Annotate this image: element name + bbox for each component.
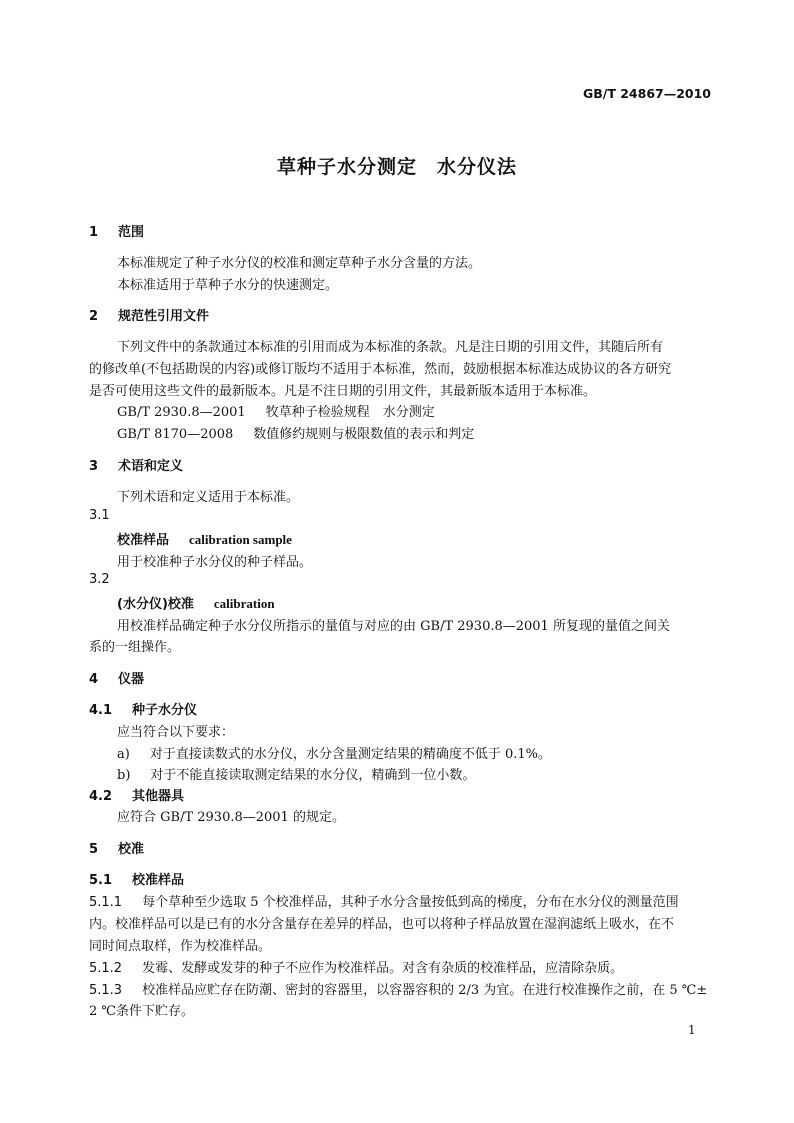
paragraph-line: 是否可使用这些文件的最新版本。凡是不注日期的引用文件，其最新版本适用于本标准。 xyxy=(89,384,597,399)
section-3-heading xyxy=(89,455,183,474)
subsection-5-1-heading xyxy=(89,869,184,888)
term-zh: 校准样品 xyxy=(117,533,170,548)
term-definition: 用于校准种子水分仪的种子样品。 xyxy=(117,555,313,570)
term-zh: (水分仪)校准 xyxy=(117,597,194,612)
section-title: 仪器 xyxy=(118,672,145,687)
clause-number: 3.1 xyxy=(89,508,110,523)
clause-text: 发霉、发酵或发芽的种子不应作为校准样品。对含有杂质的校准样品，应清除杂质。 xyxy=(142,961,624,976)
section-title: 范围 xyxy=(118,225,145,240)
paragraph: 下列术语和定义适用于本标准。 xyxy=(117,490,300,505)
section-number: 4 xyxy=(89,672,99,687)
section-title: 校准 xyxy=(118,842,145,857)
section-5-heading xyxy=(89,838,144,857)
paragraph: 本标准规定了种子水分仪的校准和测定草种子水分含量的方法。 xyxy=(117,256,482,271)
clause-number: 5.1.2 xyxy=(89,961,123,976)
section-number: 1 xyxy=(89,225,99,240)
clause-5-1-3 xyxy=(89,979,707,998)
section-number: 3 xyxy=(89,459,99,474)
term-definition: 用校准样品确定种子水分仪所指示的量值与对应的由 GB/T 2930.8—2001 所复现的量值之间关 xyxy=(117,619,670,634)
paragraph-line: 下列文件中的条款通过本标准的引用而成为本标准的条款。凡是注日期的引用文件，其随后所有 xyxy=(117,340,664,355)
reference-1 xyxy=(117,401,435,420)
clause-number: 3.2 xyxy=(89,572,110,587)
clause-text: 每个草种至少选取 5 个校准样品，其种子水分含量按低到高的梯度，分布在水分仪的测量范围 xyxy=(142,895,679,910)
clause-text: 校准样品应贮存在防潮、密封的容器里，以容器容积的 2/3 为宜。在进行校准操作之前，在 5 ℃± xyxy=(142,983,708,998)
clause-number: 5.1.3 xyxy=(89,983,123,998)
list-text: 对于直接读数式的水分仪，水分含量测定结果的精确度不低于 0.1%。 xyxy=(149,747,551,762)
subsection-number: 5.1 xyxy=(89,873,113,888)
term-en: calibration xyxy=(213,596,275,611)
subsection-4-2-heading xyxy=(89,785,184,804)
page-number: 1 xyxy=(688,1023,696,1037)
ref-title: 牧草种子检验规程 水分测定 xyxy=(265,405,435,420)
section-1-heading xyxy=(89,221,144,240)
subsection-title: 种子水分仪 xyxy=(132,703,198,718)
clause-number: 5.1.1 xyxy=(89,895,123,910)
section-4-heading xyxy=(89,668,144,687)
section-number: 5 xyxy=(89,842,99,857)
list-item xyxy=(117,743,551,762)
paragraph-line: 内。校准样品可以是已有的水分含量存在差异的样品，也可以将种子样品放置在湿润滤纸上吸水，在不 xyxy=(89,917,675,932)
ref-title: 数值修约规则与极限数值的表示和判定 xyxy=(253,427,475,442)
term-en: calibration sample xyxy=(189,532,292,547)
reference-2 xyxy=(117,423,474,442)
paragraph-line: 2 ℃条件下贮存。 xyxy=(89,1004,194,1019)
section-number: 2 xyxy=(89,309,99,324)
section-title: 规范性引用文件 xyxy=(118,309,210,324)
subsection-number: 4.1 xyxy=(89,703,113,718)
subsection-title: 其他器具 xyxy=(132,789,185,804)
term-entry xyxy=(117,593,275,612)
clause-5-1-2 xyxy=(89,957,623,976)
subsection-4-1-heading xyxy=(89,699,197,718)
paragraph-line: 同时间点取样，作为校准样品。 xyxy=(89,939,272,954)
standard-number: GB/T 24867—2010 xyxy=(583,86,712,101)
list-item xyxy=(117,764,475,783)
ref-code: GB/T 2930.8—2001 xyxy=(117,405,246,420)
section-title: 术语和定义 xyxy=(118,459,184,474)
paragraph: 本标准适用于草种子水分的快速测定。 xyxy=(117,278,339,293)
document-title: 草种子水分测定 水分仪法 xyxy=(276,156,517,178)
paragraph: 应当符合以下要求： xyxy=(117,725,235,740)
list-label: a) xyxy=(117,747,130,762)
section-2-heading xyxy=(89,305,209,324)
subsection-number: 4.2 xyxy=(89,789,113,804)
list-text: 对于不能直接读取测定结果的水分仪，精确到一位小数。 xyxy=(150,768,476,783)
paragraph-line: 的修改单(不包括勘误的内容)或修订版均不适用于本标准，然而，鼓励根据本标准达成协议的各方研究 xyxy=(89,362,672,377)
clause-5-1-1 xyxy=(89,891,679,910)
term-definition: 系的一组操作。 xyxy=(89,640,181,655)
subsection-title: 校准样品 xyxy=(132,873,185,888)
paragraph: 应符合 GB/T 2930.8—2001 的规定。 xyxy=(117,810,345,825)
list-label: b) xyxy=(117,768,131,783)
ref-code: GB/T 8170—2008 xyxy=(117,427,234,442)
term-entry xyxy=(117,529,292,548)
